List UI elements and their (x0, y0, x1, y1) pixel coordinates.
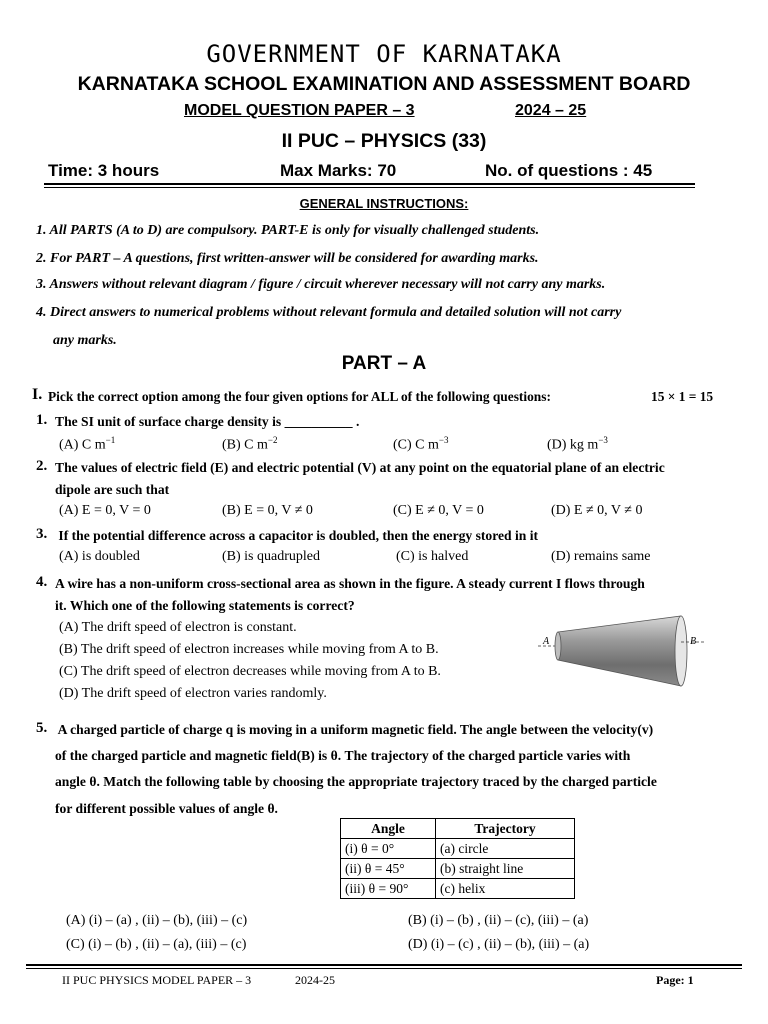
option-a: (A) is doubled (59, 549, 140, 564)
paper-title: MODEL QUESTION PAPER – 3 (184, 102, 415, 119)
option-b: (B) The drift speed of electron increases while moving from A to B. (59, 642, 439, 657)
wire-end-a (555, 632, 561, 660)
option-d: (D) The drift speed of electron varies randomly. (59, 686, 327, 701)
footer-page-number: Page: 1 (656, 973, 694, 987)
option-d: (D) remains same (551, 549, 651, 564)
instruction-item: any marks. (53, 333, 117, 348)
question-number: 5. (36, 720, 48, 736)
question-number: 2. (36, 458, 48, 474)
part-a-title: PART – A (341, 353, 427, 374)
header-rule-thick (44, 183, 695, 185)
option-c: (C) is halved (396, 549, 469, 564)
option-d: (D) (i) – (c) , (ii) – (b), (iii) – (a) (408, 937, 590, 952)
table-row (341, 839, 575, 859)
option-b: (B) E = 0, V ≠ 0 (222, 503, 313, 518)
option-b: (B) (i) – (b) , (ii) – (c), (iii) – (a) (408, 913, 589, 928)
instructions-title: GENERAL INSTRUCTIONS: (299, 196, 469, 211)
wire-cross-section-figure (538, 612, 708, 702)
section-instruction: Pick the correct option among the four given options for ALL of the following questions: (48, 389, 551, 404)
option-c: (C) The drift speed of electron decreases while moving from A to B. (59, 664, 441, 679)
question-number: 3. (36, 526, 48, 542)
exam-time: Time: 3 hours (48, 161, 160, 180)
option-b (222, 435, 277, 454)
question-text: If the potential difference across a capacitor is doubled, then the energy stored in it (55, 528, 539, 543)
instruction-item: 4. Direct answers to numerical problems without relevant formula and detailed solution will not carry (36, 305, 622, 320)
footer-rule-thick (26, 964, 742, 966)
option-text: (C) C m (393, 437, 439, 453)
option-a (59, 435, 115, 454)
option-exponent: −3 (438, 435, 449, 445)
option-a: (A) The drift speed of electron is constant. (59, 620, 297, 635)
table-cell: (ii) θ = 45° (341, 859, 436, 879)
option-a: (A) E = 0, V = 0 (59, 503, 151, 518)
section-number: I. (32, 386, 43, 403)
figure-label-b: B (690, 636, 697, 647)
option-text: (D) kg m (547, 437, 599, 453)
option-exponent: −2 (267, 435, 278, 445)
option-d: (D) E ≠ 0, V ≠ 0 (551, 503, 643, 518)
footer-paper-name: II PUC PHYSICS MODEL PAPER – 3 (62, 973, 252, 987)
question-text: A charged particle of charge q is moving in a uniform magnetic field. The angle between the velocity(v) (55, 722, 654, 737)
option-text: (A) C m (59, 437, 106, 453)
footer-year: 2024-25 (295, 973, 335, 987)
max-marks: Max Marks: 70 (280, 161, 397, 180)
table-row (341, 879, 575, 899)
table-header-row (341, 819, 575, 839)
question-text: The values of electric field (E) and electric potential (V) at any point on the equatorial plane of an electric (55, 460, 665, 475)
question-number: 4. (36, 574, 48, 590)
question-text: The SI unit of surface charge density is __________ . (55, 414, 360, 429)
question-text: for different possible values of angle θ. (55, 801, 278, 816)
question-text: dipole are such that (55, 482, 170, 497)
instruction-item: 1. All PARTS (A to D) are compulsory. PART-E is only for visually challenged students. (36, 223, 540, 238)
instruction-item: 2. For PART – A questions, first written-answer will be considered for awarding marks. (36, 251, 539, 266)
question-text: it. Which one of the following statements is correct? (55, 598, 355, 613)
footer-rule-thin (26, 968, 742, 969)
question-text: angle θ. Match the following table by choosing the appropriate trajectory traced by the charged particle (55, 774, 657, 789)
instruction-item: 3. Answers without relevant diagram / figure / circuit wherever necessary will not carry any marks. (36, 277, 606, 292)
option-c: (C) E ≠ 0, V = 0 (393, 503, 484, 518)
subject-title: II PUC – PHYSICS (33) (281, 130, 487, 152)
question-text: of the charged particle and magnetic field(B) is θ. The trajectory of the charged particle varies with (55, 748, 631, 763)
government-title: GOVERNMENT OF KARNATAKA (206, 40, 562, 68)
table-header: Trajectory (436, 819, 575, 839)
wire-end-b (675, 616, 687, 686)
table-cell: (c) helix (436, 879, 575, 899)
option-c (393, 435, 448, 454)
option-exponent: −1 (105, 435, 116, 445)
board-title: KARNATAKA SCHOOL EXAMINATION AND ASSESSMENT BOARD (77, 73, 691, 95)
match-table (340, 818, 575, 899)
paper-year: 2024 – 25 (515, 102, 587, 119)
option-a: (A) (i) – (a) , (ii) – (b), (iii) – (c) (66, 913, 248, 928)
question-number: 1. (36, 412, 48, 428)
table-row (341, 859, 575, 879)
wire-body (558, 616, 681, 686)
figure-label-a: A (543, 636, 550, 647)
option-b: (B) is quadrupled (222, 549, 320, 564)
question-count: No. of questions : 45 (485, 161, 653, 180)
header-rule-thin (44, 187, 695, 188)
option-exponent: −3 (598, 435, 608, 445)
table-cell: (a) circle (436, 839, 575, 859)
table-cell: (i) θ = 0° (341, 839, 436, 859)
option-c: (C) (i) – (b) , (ii) – (a), (iii) – (c) (66, 937, 247, 952)
table-cell: (b) straight line (436, 859, 575, 879)
table-cell: (iii) θ = 90° (341, 879, 436, 899)
question-text: A wire has a non-uniform cross-sectional area as shown in the figure. A steady current I flows through (55, 576, 645, 591)
table-header: Angle (341, 819, 436, 839)
section-marks: 15 × 1 = 15 (651, 389, 714, 404)
option-d (547, 435, 608, 454)
option-text: (B) C m (222, 437, 268, 453)
